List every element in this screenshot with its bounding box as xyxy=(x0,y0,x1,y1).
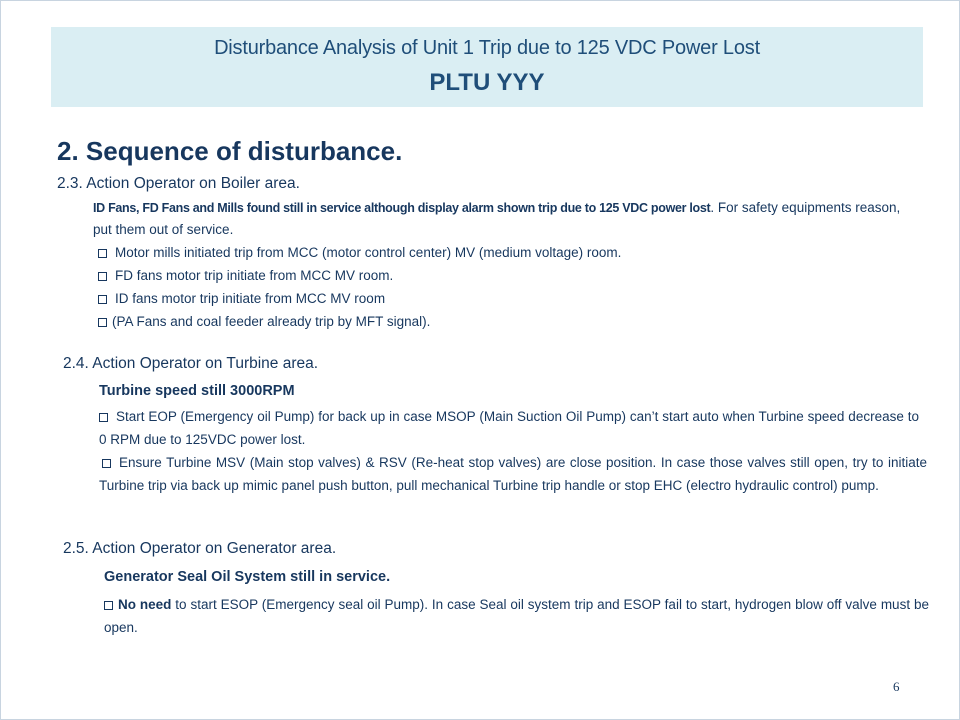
boiler-intro-rest: . For safety equipments reason, put them out of service. xyxy=(93,200,901,237)
checkbox-icon xyxy=(98,249,107,258)
checkbox-icon xyxy=(98,272,107,281)
generator-heading: 2.5. Action Operator on Generator area. xyxy=(63,540,337,557)
generator-item-text: to start ESOP (Emergency seal oil Pump). In case Seal oil system trip and ESOP fail to start, hydrogen blow off valve must be open. xyxy=(104,597,929,635)
boiler-item xyxy=(98,287,385,310)
turbine-item-text: Ensure Turbine MSV (Main stop valves) & RSV (Re-heat stop valves) are close position. In case those valves still open, try to initiate Turbine trip via back up mimic panel push button, pull mechanical Turbine trip handle or stop EHC (electro hydraulic control) pump. xyxy=(99,455,927,493)
turbine-item-text: Start EOP (Emergency oil Pump) for back up in case MSOP (Main Suction Oil Pump) can’t start auto when Turbine speed decrease to 0 RPM due to 125VDC power lost. xyxy=(99,409,919,447)
turbine-item xyxy=(99,451,927,497)
checkbox-icon xyxy=(104,601,113,610)
boiler-item-text: FD fans motor trip initiate from MCC MV room. xyxy=(115,268,394,283)
turbine-status: Turbine speed still 3000RPM xyxy=(99,383,295,399)
checkbox-icon xyxy=(98,318,107,327)
section-heading: 2. Sequence of disturbance. xyxy=(57,136,403,166)
boiler-item xyxy=(98,241,621,264)
slide-subtitle: PLTU YYY xyxy=(429,69,545,96)
boiler-item-text: ID fans motor trip initiate from MCC MV room xyxy=(115,291,386,306)
title-banner xyxy=(51,27,923,107)
turbine-item xyxy=(99,405,919,451)
boiler-intro-bold: ID Fans, FD Fans and Mills found still in service although display alarm shown trip due to 125 VDC power lost xyxy=(93,201,711,215)
boiler-item-text: (PA Fans and coal feeder already trip by MFT signal). xyxy=(112,314,431,329)
generator-item xyxy=(104,593,929,639)
generator-status: Generator Seal Oil System still in service. xyxy=(104,569,391,585)
checkbox-icon xyxy=(99,413,108,422)
boiler-heading: 2.3. Action Operator on Boiler area. xyxy=(57,175,300,192)
boiler-item-text: Motor mills initiated trip from MCC (motor control center) MV (medium voltage) room. xyxy=(115,245,622,260)
boiler-item xyxy=(98,310,430,333)
boiler-intro xyxy=(93,197,908,240)
turbine-heading: 2.4. Action Operator on Turbine area. xyxy=(63,355,319,372)
slide-title: Disturbance Analysis of Unit 1 Trip due to 125 VDC Power Lost xyxy=(214,37,760,59)
checkbox-icon xyxy=(98,295,107,304)
checkbox-icon xyxy=(102,459,111,468)
page-number: 6 xyxy=(893,679,900,694)
boiler-item xyxy=(98,264,393,287)
generator-item-bold: No need xyxy=(118,597,172,612)
